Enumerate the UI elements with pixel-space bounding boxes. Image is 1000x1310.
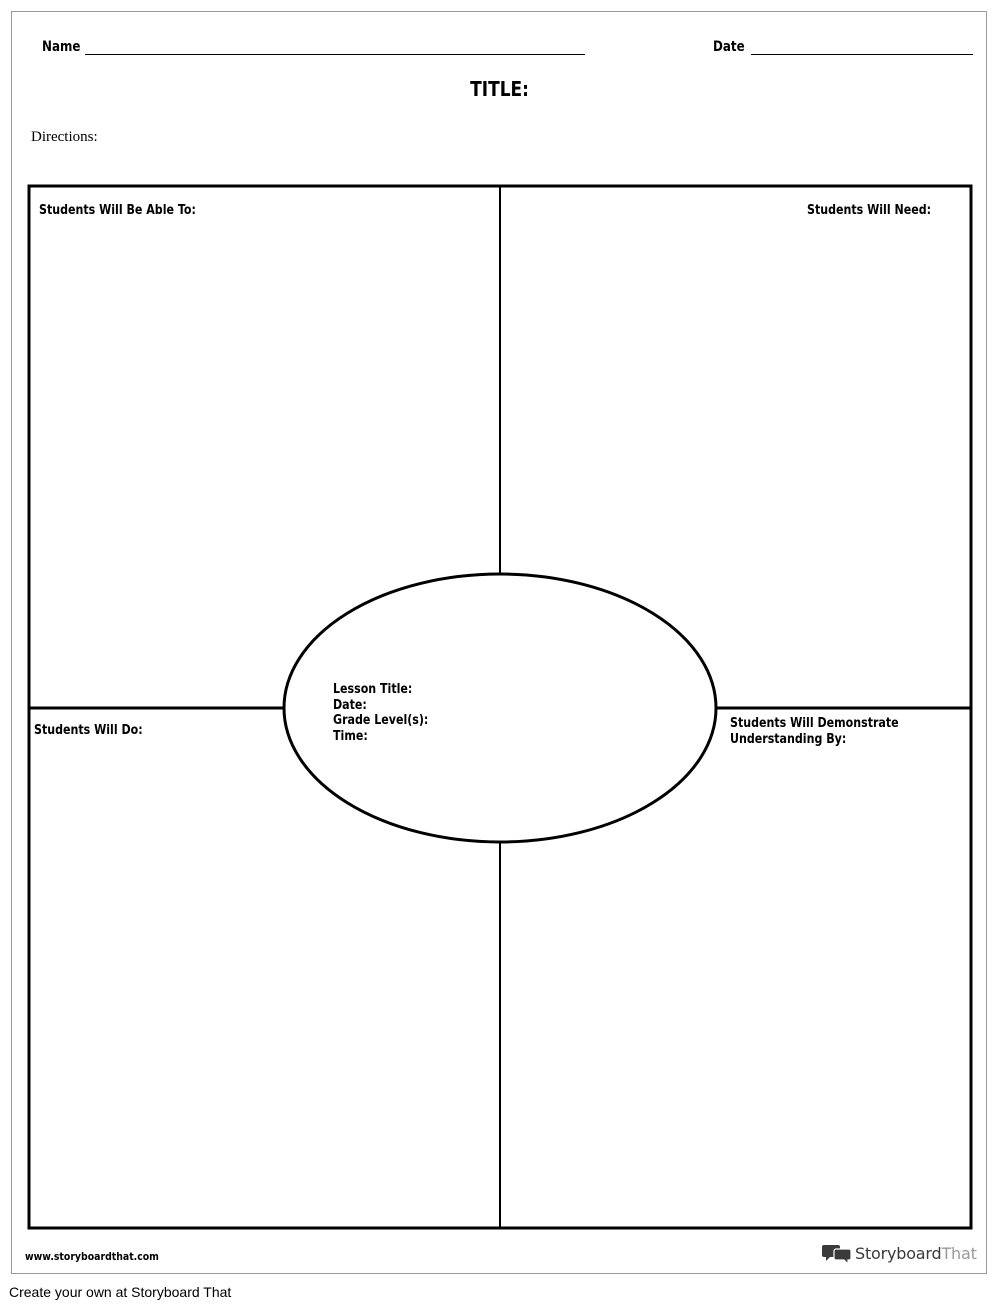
brand-storyboard: Storyboard [855,1243,942,1263]
date-label: Date [713,39,745,55]
page-title: TITLE: [470,77,530,101]
speech-bubbles-icon [822,1242,852,1264]
time-label: Time: [333,728,368,744]
quadrant-label-demonstrate [730,716,899,747]
footer-caption[interactable]: Create your own at Storyboard That [9,1284,232,1300]
quadrant-label-need: Students Will Need: [807,203,932,218]
footer-url: www.storyboardthat.com [25,1250,159,1263]
brand-that: That [941,1243,977,1263]
name-label: Name [42,39,81,55]
storyboardthat-logo [822,1241,977,1265]
center-oval-fields [333,682,428,744]
grade-levels-label: Grade Level(s): [333,713,429,728]
directions-label: Directions: [31,129,98,145]
quadrant-label-do: Students Will Do: [34,723,143,738]
demonstrate-line-2: Understanding By: [730,731,847,747]
quadrant-label-able-to: Students Will Be Able To: [39,203,196,218]
demonstrate-line-1: Students Will Demonstrate [730,716,899,731]
lesson-title-label: Lesson Title: [333,682,413,697]
lesson-date-label: Date: [333,697,367,713]
